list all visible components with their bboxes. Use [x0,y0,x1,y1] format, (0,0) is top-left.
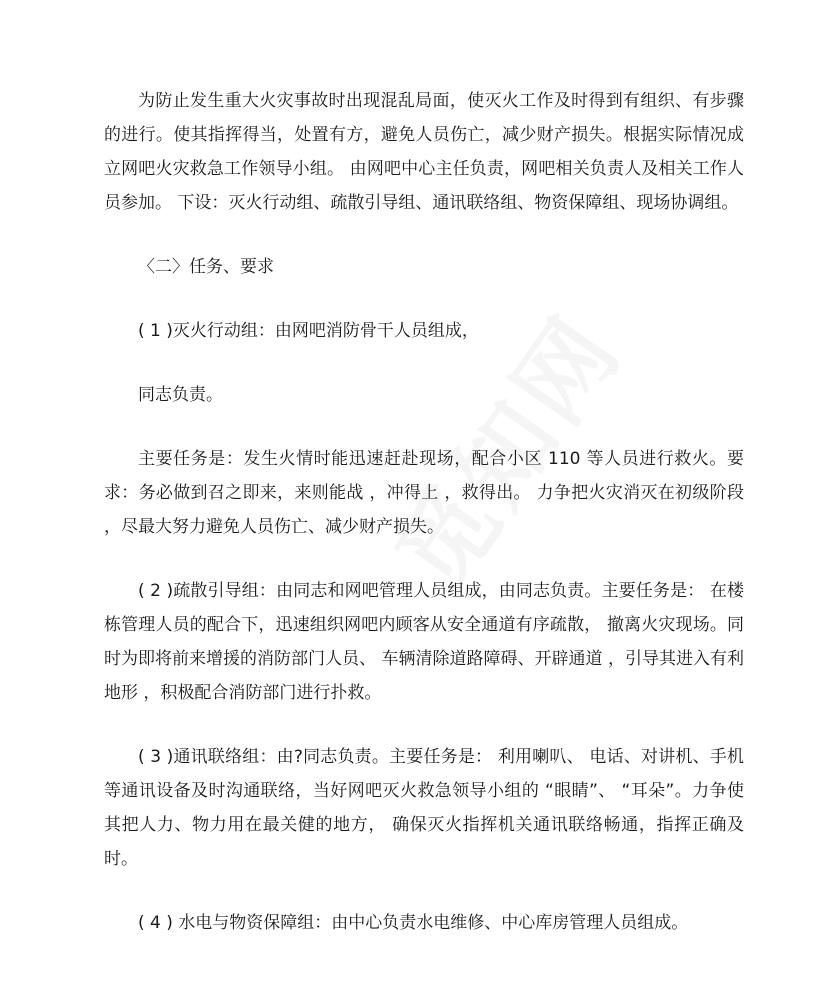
paragraph-fire-team-lead: 同志负责。 [138,385,223,405]
paragraph-communication-team: ( 3 )通讯联络组：由?同志负责。主要任务是： 利用喇叭、 电话、对讲机、手机等通讯设备及时沟通联络，当好网吧灭火救急领导小组的 “眼睛”、 “耳朵”。力争使其把人力、物力用在最关健的地方， 确保灭火指挥机关通讯联络畅通，指挥正确及时。 [104,747,744,869]
paragraph-supply-team: ( 4 ) 水电与物资保障组：由中心负责水电维修、中心库房管理人员组成。 [138,913,689,933]
paragraph-intro: 为防止发生重大火灾事故时出现混乱局面，使灭火工作及时得到有组织、有步骤的进行。使其指挥得当，处置有方，避免人员伤亡，减少财产损失。根据实际情况成立网吧火灾救急工作领导小组。 由网吧中心主任负责，网吧相关负责人及相关工作人员参加。 下设：灭火行动组、疏散引导组、通讯联络组、物资保障组、现场协调组。 [104,91,744,213]
paragraph-fire-team-tasks: 主要任务是：发生火情时能迅速赶赴现场，配合小区 110 等人员进行救火。要求：务必做到召之即来，来则能战 ，冲得上 ，救得出。 力争把火灾消灭在初级阶段 ，尽最大努力避免人员伤亡、减少财产损失。 [104,449,744,537]
paragraph-evacuation-team: ( 2 )疏散引导组：由同志和网吧管理人员组成，由同志负责。主要任务是： 在楼栋管理人员的配合下，迅速组织网吧内顾客从安全通道有序疏散， 撤离火灾现场。同时为即将前来增援的消防部门人员、 车辆清除道路障碍、开辟通道 ，引导其进入有利地形 ，积极配合消防部门进行扑救。 [104,581,744,703]
document-body [104,84,744,940]
section-heading-tasks: 〈二〉任务、要求 [138,257,274,277]
paragraph-fire-team: ( 1 )灭火行动组：由网吧消防骨干人员组成， [138,321,479,341]
